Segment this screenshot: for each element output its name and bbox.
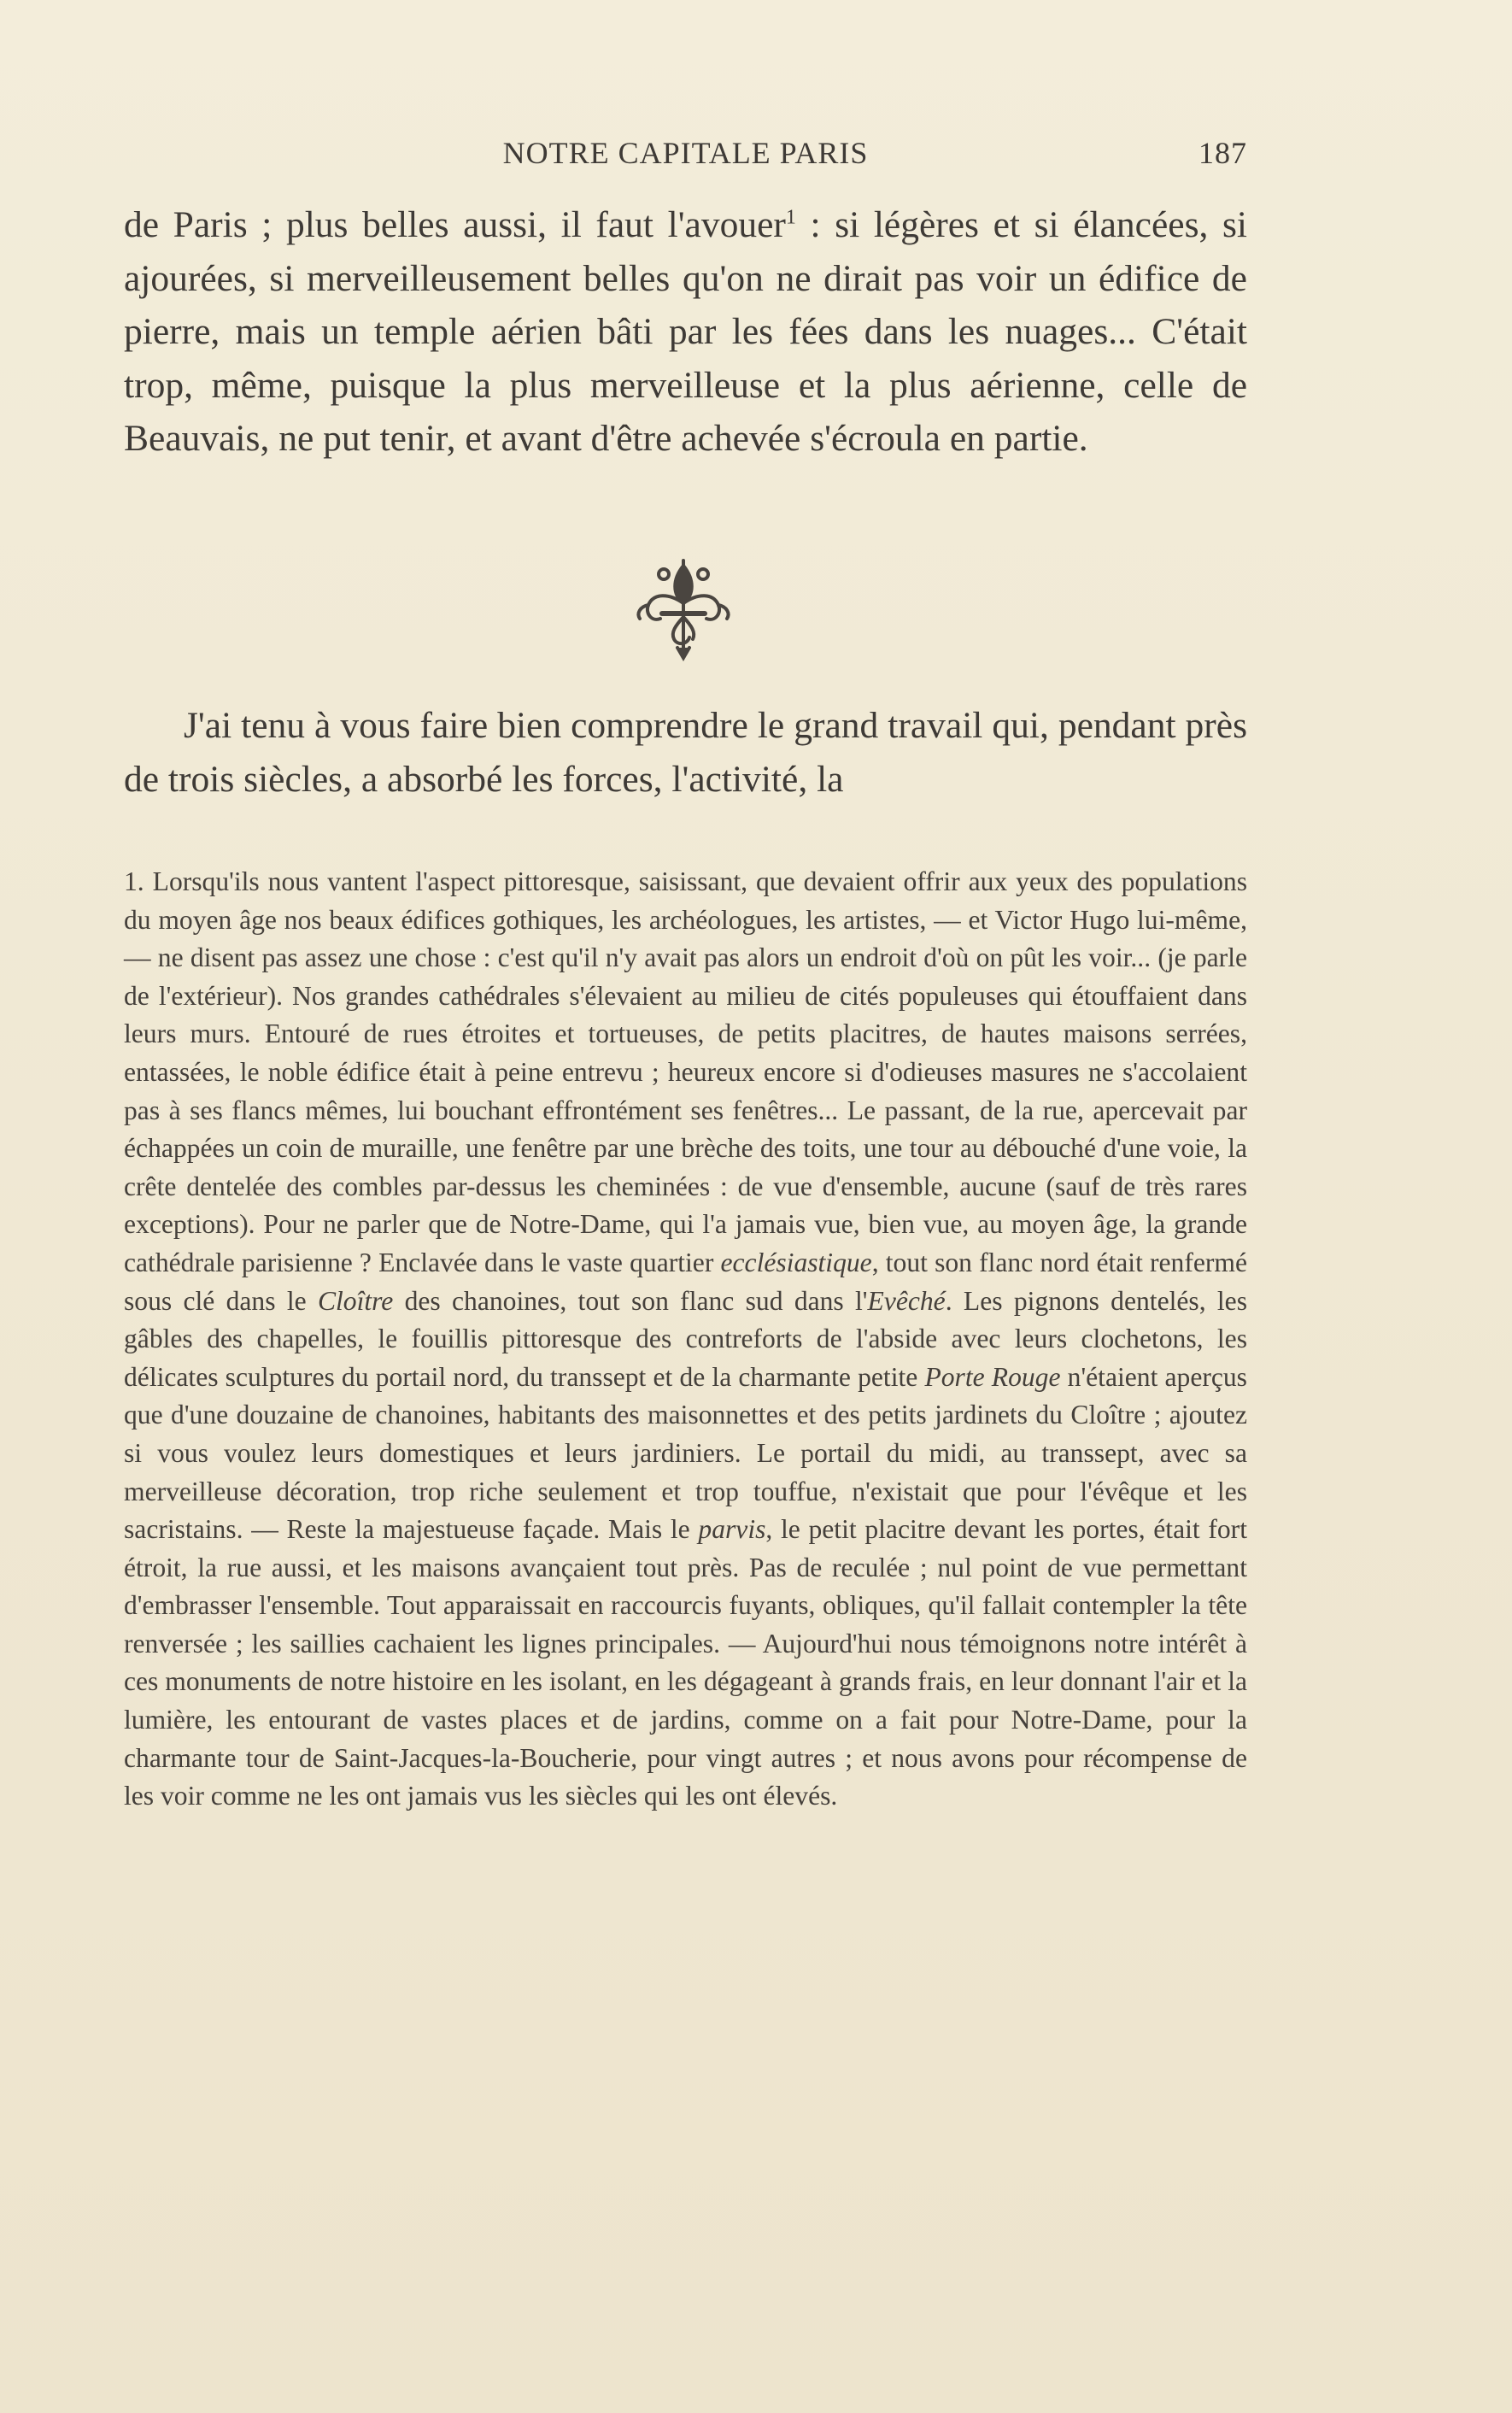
footnote-text: , le petit placitre devant les portes, était fort étroit, la rue aussi, et les maisons avançaient tout près. Pas de reculée ; nul point de vue permettant d'embrasser l'ensemble. Tout apparaissait en raccourcis fuyants, obliques, qu'il fallait contempler la tête renversée ; les saillies cachaient les lignes principales. — Aujourd'hui nous témoignons notre intérêt à ces monuments de notre histoire en les isolant, en les dégageant à grands frais, en leur donnant l'air et la lumière, les entourant de vastes places et de jardins, comme on a fait pour Notre-Dame, pour la charmante tour de Saint-Jacques-la-Boucherie, pour vingt autres ; et nous avons pour récompense de les voir comme ne les ont jamais vus les siècles qui les ont élevés. [124, 1514, 1247, 1811]
footnote-italic: Evêché [867, 1285, 946, 1316]
footnote-text: . Les pignons dentelés, les gâbles des chapelles, le fouillis pittoresque des contreforts de l'abside avec leurs clochetons, les délicates sculptures du portail nord, du transsept et de la charmante petite [124, 1285, 1247, 1392]
footnote-text: des chanoines, tout son flanc sud dans l' [393, 1285, 868, 1316]
body-paragraph-2: J'ai tenu à vous faire bien comprendre le grand travail qui, pendant près de trois siècles, a absorbé les forces, l'activité, la [124, 705, 1247, 800]
footnote-italic: ecclésiastique [720, 1247, 872, 1277]
footnote-text: n'étaient aperçus que d'une douzaine de chanoines, habitants des maisonnettes et des petits jardinets du Cloître ; ajoutez si vous voulez leurs domestiques et leurs jardiniers. Le portail du midi, au transsept, avec sa merveilleuse décoration, trop riche seulement et trop touffue, n'existait que pour l'évêque et les sacristains. — Reste la majestueuse façade. Mais le [124, 1361, 1247, 1545]
footnote-text: 1. Lorsqu'ils nous vantent l'aspect pittoresque, saisissant, que devaient offrir aux yeux des populations du moyen âge nos beaux édifices gothiques, les archéologues, les artistes, — et Victor Hugo lui-même, — ne disent pas assez une chose : c'est qu'il n'y avait pas alors un endroit d'où on pût les voir... (je parle de l'extérieur). Nos grandes cathédrales s'élevaient au milieu de cités populeuses qui étouffaient dans leurs murs. Entouré de rues étroites et tortueuses, de petits placitres, de hautes maisons serrées, entassées, le noble édifice était à peine entrevu ; heureux encore si d'odieuses masures ne s'accolaient pas à ses flancs mêmes, lui bouchant effrontément ses fenêtres... Le passant, de la rue, apercevait par échappées un coin de muraille, une fenêtre par une brèche des toits, une tour au débouché d'une voie, la crête dentelée des combles par-dessus les cheminées : de vue d'ensemble, aucune (sauf de très rares exceptions). Pour ne parler que de Notre-Dame, qui l'a jamais vue, bien vue, au moyen âge, la grande cathédrale parisienne ? Enclavée dans le vaste quartier [124, 866, 1247, 1277]
body-paragraph-1 [124, 198, 1247, 466]
page-number: 187 [1198, 136, 1247, 170]
footnote-italic: Cloître [317, 1285, 394, 1316]
footnote-italic: parvis [698, 1514, 766, 1545]
footnote-italic: Porte Rouge [924, 1361, 1061, 1392]
fleur-de-lis-ornament-icon [628, 554, 739, 665]
paragraph-1-text-end: : si légères et si élancées, si ajourées, si merveilleusement belles qu'on ne dirait pas voir un édifice de pierre, mais un temple aérien bâti par les fées dans les nuages... C'était trop, même, puisque la plus merveilleuse et la plus aérienne, celle de Beauvais, ne put tenir, et avant d'être achevée s'écroula en partie. [124, 204, 1247, 459]
footnote-1 [124, 863, 1247, 1816]
footnote-reference: 1 [785, 206, 796, 229]
footnote-text: , tout son flanc nord était renfermé sous clé dans le [124, 1247, 1248, 1316]
paragraph-1-text-start: de Paris ; plus belles aussi, il faut l'avouer [124, 204, 786, 245]
running-head [124, 135, 1247, 176]
running-title: NOTRE CAPITALE PARIS [502, 136, 869, 170]
